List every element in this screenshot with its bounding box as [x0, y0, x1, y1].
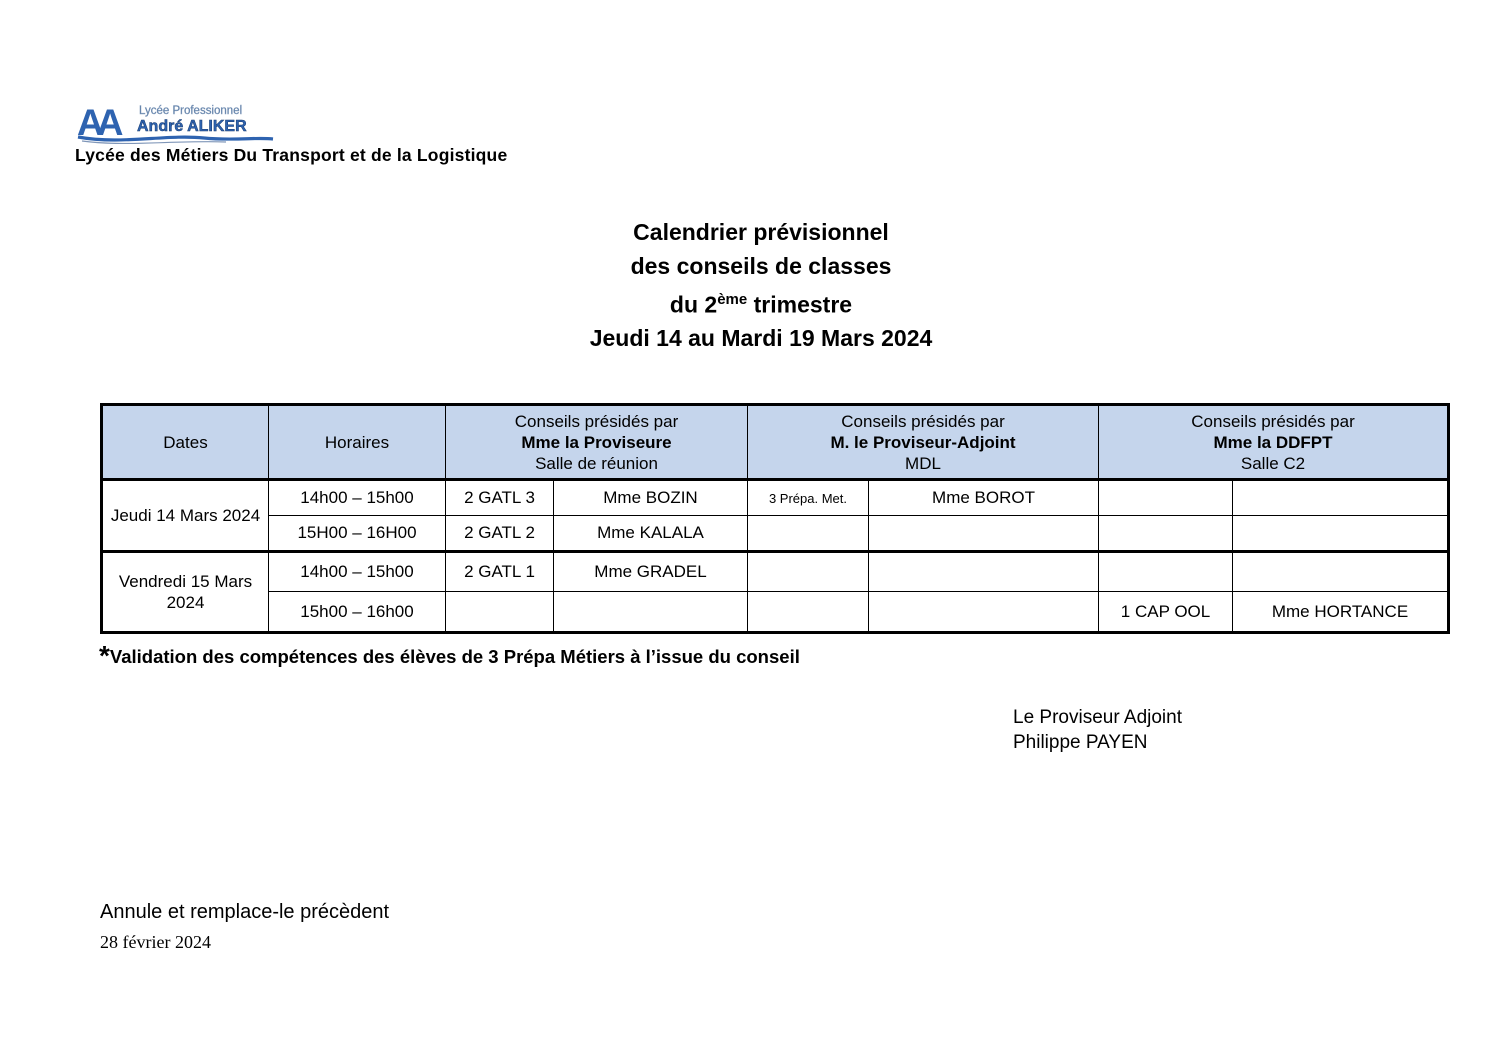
teacher-cell: [869, 592, 1099, 633]
table-row: [102, 592, 1449, 633]
teacher-cell: Mme HORTANCE: [1233, 592, 1449, 633]
teacher-cell: Mme GRADEL: [554, 552, 748, 592]
class-cell: [1099, 516, 1233, 552]
time-cell: 15H00 – 16H00: [269, 516, 446, 552]
header-group-line3: Salle C2: [1240, 453, 1306, 473]
header-group-line3: MDL: [905, 453, 941, 473]
header-group-line1: Conseils présidés par: [841, 411, 1005, 431]
class-cell: 2 GATL 1: [446, 552, 554, 592]
logo-line2: André ALIKER: [137, 118, 247, 135]
table-row: [102, 480, 1449, 516]
school-logo: [76, 98, 276, 144]
title-line-3-superscript: ème: [717, 291, 748, 308]
signature-block: [1013, 706, 1182, 755]
table-header-row: [102, 405, 1449, 480]
teacher-cell: Mme BOROT: [869, 480, 1099, 516]
time-cell: 14h00 – 15h00: [269, 552, 446, 592]
calendar-table-container: [100, 403, 1450, 634]
teacher-cell: [1233, 480, 1449, 516]
time-cell: 14h00 – 15h00: [269, 480, 446, 516]
title-line-3-suffix: trimestre: [747, 291, 853, 318]
teacher-cell: Mme BOZIN: [554, 480, 748, 516]
calendar-table: [100, 403, 1450, 634]
logo-monogram: AA: [77, 102, 117, 143]
header-group-proviseure: [446, 405, 748, 480]
header-group-line2: Mme la DDFPT: [1213, 432, 1333, 452]
class-cell: 1 CAP OOL: [1099, 592, 1233, 633]
teacher-cell: Mme KALALA: [554, 516, 748, 552]
footnote-asterisk: *: [99, 640, 110, 671]
logo-line1: Lycée Professionnel: [139, 105, 243, 117]
title-line-2: des conseils de classes: [630, 252, 892, 279]
header-group-proviseur-adjoint: [748, 405, 1099, 480]
title-line-4: Jeudi 14 au Mardi 19 Mars 2024: [589, 325, 933, 352]
header-group-line2: M. le Proviseur-Adjoint: [830, 432, 1016, 452]
teacher-cell: [869, 552, 1099, 592]
teacher-cell: [1233, 516, 1449, 552]
class-cell: 3 Prépa. Met.: [748, 480, 869, 516]
table-row: [102, 516, 1449, 552]
class-cell: [748, 516, 869, 552]
date-cell: Vendredi 15 Mars 2024: [102, 552, 269, 633]
header-dates: Dates: [102, 405, 269, 480]
class-cell: [446, 592, 554, 633]
title-line-3-prefix: du 2: [669, 291, 718, 318]
title-line-1: Calendrier prévisionnel: [633, 219, 889, 245]
footnote: [99, 640, 800, 671]
time-cell: 15h00 – 16h00: [269, 592, 446, 633]
teacher-cell: [1233, 552, 1449, 592]
teacher-cell: [554, 592, 748, 633]
header-horaires: Horaires: [269, 405, 446, 480]
school-name: Lycée des Métiers Du Transport et de la Logistique: [75, 145, 508, 165]
class-cell: 2 GATL 3: [446, 480, 554, 516]
teacher-cell: [869, 516, 1099, 552]
signature-name: Philippe PAYEN: [1013, 731, 1148, 753]
header-group-ddfpt: [1099, 405, 1449, 480]
document-title: [25, 216, 1497, 356]
date-cell: Jeudi 14 Mars 2024: [102, 480, 269, 552]
school-logo-graphic: [76, 98, 276, 144]
footer-note: Annule et remplace-le précèdent: [100, 901, 390, 923]
class-cell: [1099, 552, 1233, 592]
header-group-line1: Conseils présidés par: [1191, 411, 1355, 431]
table-row: [102, 552, 1449, 592]
class-cell: [748, 552, 869, 592]
class-cell: [1099, 480, 1233, 516]
footer-date: 28 février 2024: [100, 932, 211, 952]
class-cell: [748, 592, 869, 633]
signature-title: Le Proviseur Adjoint: [1013, 707, 1182, 728]
footnote-text: Validation des compétences des élèves de 3 Prépa Métiers à l’issue du conseil: [109, 646, 800, 667]
title-line-3: [25, 283, 1497, 322]
header-group-line3: Salle de réunion: [535, 453, 658, 473]
class-cell: 2 GATL 2: [446, 516, 554, 552]
header-group-line2: Mme la Proviseure: [521, 432, 672, 452]
header-group-line1: Conseils présidés par: [514, 411, 679, 431]
